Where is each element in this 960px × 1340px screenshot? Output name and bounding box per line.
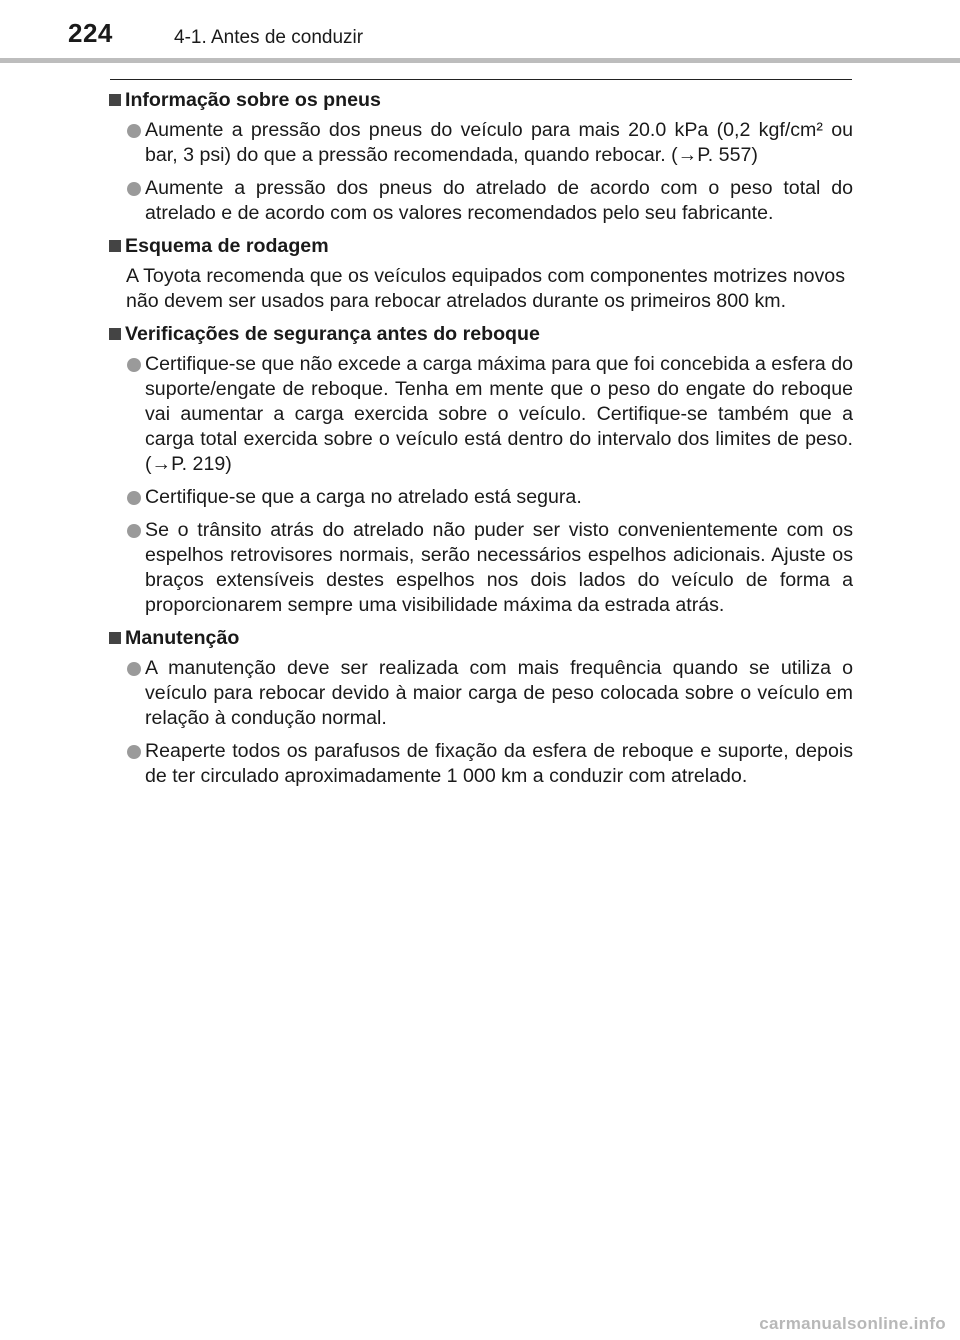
- list-item: Aumente a pressão dos pneus do atrelado de acordo com o peso total do atrelado e de acordo com os valores recomendados pelo seu fabricante.: [108, 176, 853, 226]
- square-bullet-icon: [109, 240, 121, 252]
- section-break-in: [108, 234, 853, 314]
- circle-bullet-icon: [127, 745, 141, 759]
- content-body: [108, 88, 853, 797]
- list-item: Reaperte todos os parafusos de fixação da esfera de reboque e suporte, depois de ter circulado aproximadamente 1 000 km a conduzir com atrelado.: [108, 739, 853, 789]
- list-item: Se o trânsito atrás do atrelado não puder ser visto convenientemente com os espelhos retrovisores normais, serão necessários espelhos adicionais. Ajuste os braços extensíveis destes espelhos nos dois lados do veículo de forma a proporcionarem sempre uma visibilidade máxima da estrada atrás.: [108, 518, 853, 618]
- page-header: [0, 0, 960, 64]
- section-safety-checks: [108, 322, 853, 618]
- list-item: A manutenção deve ser realizada com mais frequência quando se utiliza o veículo para rebocar devido à maior carga de peso colocada sobre o veículo em relação à condução normal.: [108, 656, 853, 731]
- square-bullet-icon: [109, 632, 121, 644]
- section-paragraph: A Toyota recomenda que os veículos equipados com componentes motrizes novos não devem ser usados para rebocar atrelados durante os primeiros 800 km.: [126, 265, 845, 312]
- section-maintenance: [108, 626, 853, 789]
- list-item: Certifique-se que a carga no atrelado está segura.: [108, 485, 853, 510]
- circle-bullet-icon: [127, 358, 141, 372]
- section-title: 4-1. Antes de conduzir: [174, 27, 364, 48]
- list-item: Certifique-se que não excede a carga máxima para que foi concebida a esfera do suporte/engate de reboque. Tenha em mente que o peso do engate do reboque vai aumentar a carga exercida sobre o veículo. Certifique-se também que a carga total exercida sobre o veículo está dentro do intervalo dos limites de peso. (→P. 219): [108, 352, 853, 477]
- circle-bullet-icon: [127, 524, 141, 538]
- page-number: 224: [68, 18, 113, 48]
- section-heading: Manutenção: [108, 626, 853, 651]
- circle-bullet-icon: [127, 182, 141, 196]
- section-heading: Informação sobre os pneus: [108, 88, 853, 113]
- list-item: Aumente a pressão dos pneus do veículo para mais 20.0 kPa (0,2 kgf/cm² ou bar, 3 psi) do que a pressão recomendada, quando rebocar. (→P. 557): [108, 118, 853, 168]
- square-bullet-icon: [109, 328, 121, 340]
- square-bullet-icon: [109, 94, 121, 106]
- circle-bullet-icon: [127, 662, 141, 676]
- header-rule: [0, 58, 960, 63]
- section-heading: Verificações de segurança antes do reboque: [108, 322, 853, 347]
- section-heading: Esquema de rodagem: [108, 234, 853, 259]
- circle-bullet-icon: [127, 491, 141, 505]
- footer-watermark: carmanualsonline.info: [759, 1314, 946, 1333]
- section-tyre-info: [108, 88, 853, 226]
- content-rule: [110, 79, 852, 80]
- circle-bullet-icon: [127, 124, 141, 138]
